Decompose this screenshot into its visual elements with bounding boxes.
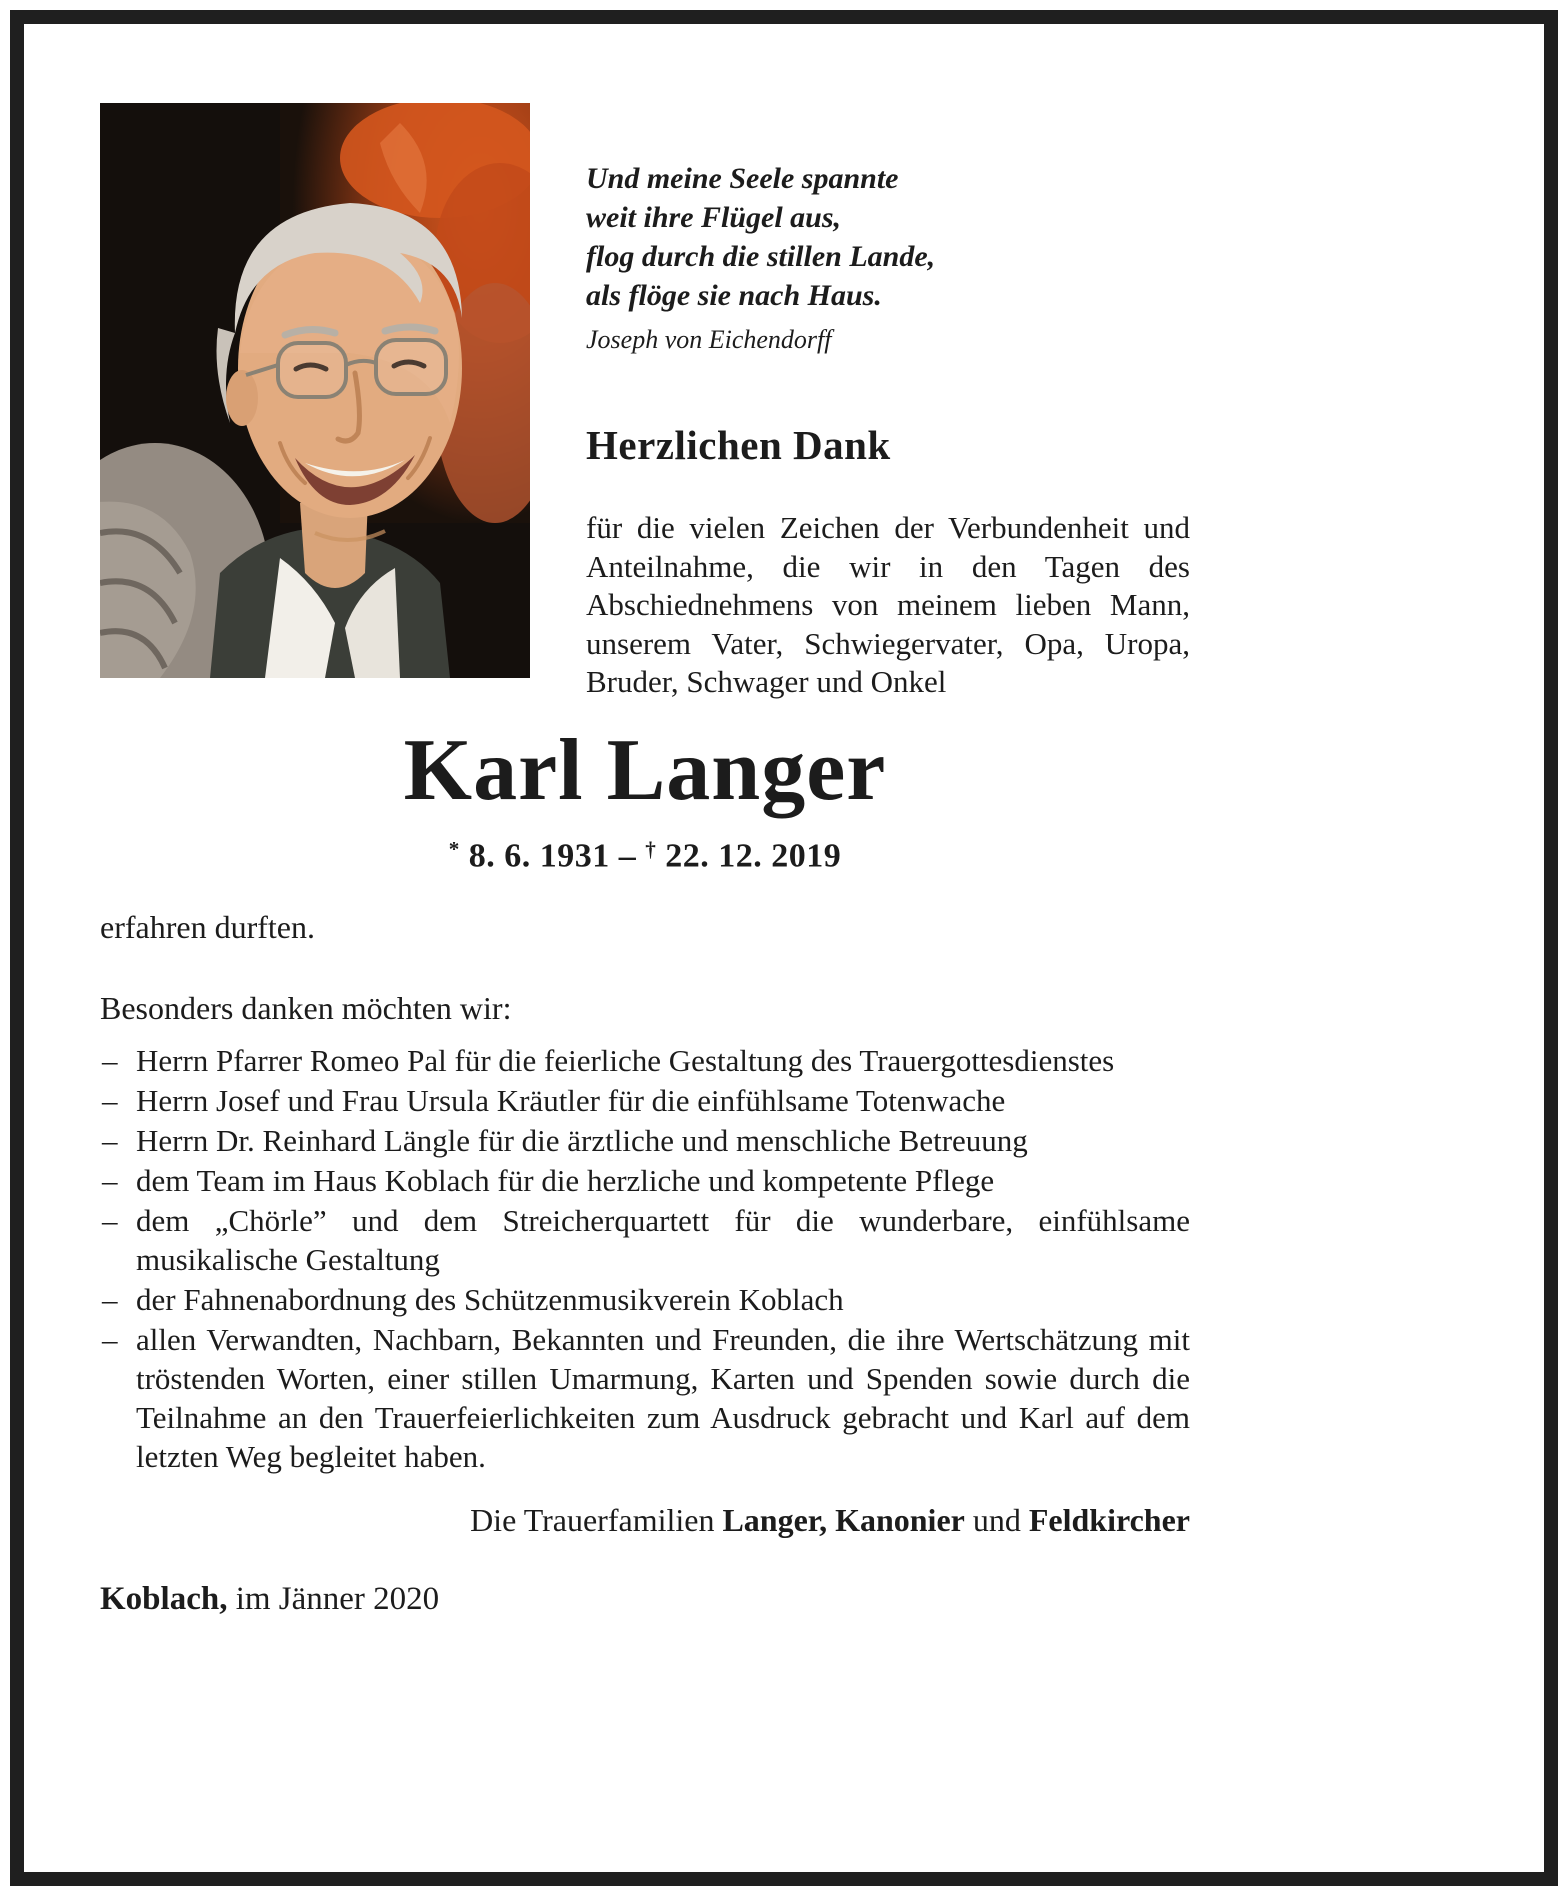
continuation-text: erfahren durften. (100, 909, 315, 946)
birth-symbol: * (448, 836, 460, 861)
dash-bullet: – (102, 1322, 118, 1358)
poem (586, 159, 1190, 315)
deceased-name: Karl Langer (403, 721, 887, 819)
obituary-content (100, 0, 1190, 1618)
portrait-illustration (100, 103, 530, 678)
thanks-item (100, 1121, 1190, 1160)
portrait-photo (100, 103, 530, 678)
poem-line: flog durch die stillen Lande, (586, 240, 936, 273)
poem-author: Joseph von Eichendorff (586, 325, 832, 354)
thanks-item (100, 1081, 1190, 1120)
dash-bullet: – (102, 1083, 118, 1119)
thanks-lead: Besonders danken möchten wir: (100, 990, 512, 1027)
thanks-heading: Herzlichen Dank (586, 422, 891, 468)
thanks-item-text: Herrn Dr. Reinhard Längle für die ärztliche und menschliche Betreuung (136, 1123, 1028, 1159)
poem-line: Und meine Seele spannte (586, 162, 899, 195)
family-name-secondary: Feldkircher (1028, 1502, 1190, 1539)
intro-paragraph: für die vielen Zeichen der Verbundenheit und Anteilnahme, die wir in den Tagen des Abschiednehmens von meinem lieben Mann, unserem Vater, Schwiegervater, Opa, Uropa, Bruder, Schwager und Onkel (586, 510, 1190, 699)
dash-bullet: – (102, 1282, 118, 1318)
thanks-item (100, 1320, 1190, 1476)
thanks-item-text: dem „Chörle” und dem Streicherquartett für die wunderbare, einfühlsame musikalische Gestaltung (136, 1203, 1190, 1278)
thanks-item-text: Herrn Josef und Frau Ursula Kräutler für die einfühlsame Totenwache (136, 1083, 1006, 1119)
place-name: Koblach, (100, 1581, 228, 1618)
top-section (100, 103, 1190, 702)
right-column (586, 103, 1190, 702)
poem-line: als flöge sie nach Haus. (586, 279, 882, 312)
thanks-item-text: allen Verwandten, Nachbarn, Bekannten und Freunden, die ihre Wertschätzung mit tröstenden Worten, einer stillen Umarmung, Karten und Spenden sowie durch die Teilnahme an den Trauerfeierlichkeiten zum Ausdruck gebracht und Karl auf dem letzten Weg begleitet haben. (136, 1322, 1190, 1475)
poem-line: weit ihre Flügel aus, (586, 201, 842, 234)
thanks-item (100, 1201, 1190, 1279)
dates-separator: – (618, 837, 637, 875)
dash-bullet: – (102, 1043, 118, 1079)
thanks-item (100, 1041, 1190, 1080)
dash-bullet: – (102, 1203, 118, 1239)
mourning-families-line (100, 1502, 1190, 1539)
life-dates (100, 837, 1190, 876)
signature-connector: und (972, 1502, 1021, 1539)
death-date: 22. 12. 2019 (665, 837, 842, 875)
thanks-item-text: Herrn Pfarrer Romeo Pal für die feierliche Gestaltung des Trauergottesdienstes (136, 1043, 1115, 1079)
birth-date: 8. 6. 1931 (468, 837, 610, 875)
family-names-primary: Langer, Kanonier (722, 1502, 965, 1539)
dash-bullet: – (102, 1163, 118, 1199)
signature-prefix: Die Trauerfamilien (470, 1502, 715, 1539)
thanks-item (100, 1161, 1190, 1200)
place-date-line (100, 1581, 1190, 1618)
thanks-item (100, 1280, 1190, 1319)
date-text: im Jänner 2020 (235, 1581, 440, 1618)
dash-bullet: – (102, 1123, 118, 1159)
thanks-item-text: der Fahnenabordnung des Schützenmusikverein Koblach (136, 1282, 844, 1318)
thanks-item-text: dem Team im Haus Koblach für die herzliche und kompetente Pflege (136, 1163, 995, 1199)
thanks-list (100, 1041, 1190, 1476)
death-symbol: † (645, 836, 657, 861)
